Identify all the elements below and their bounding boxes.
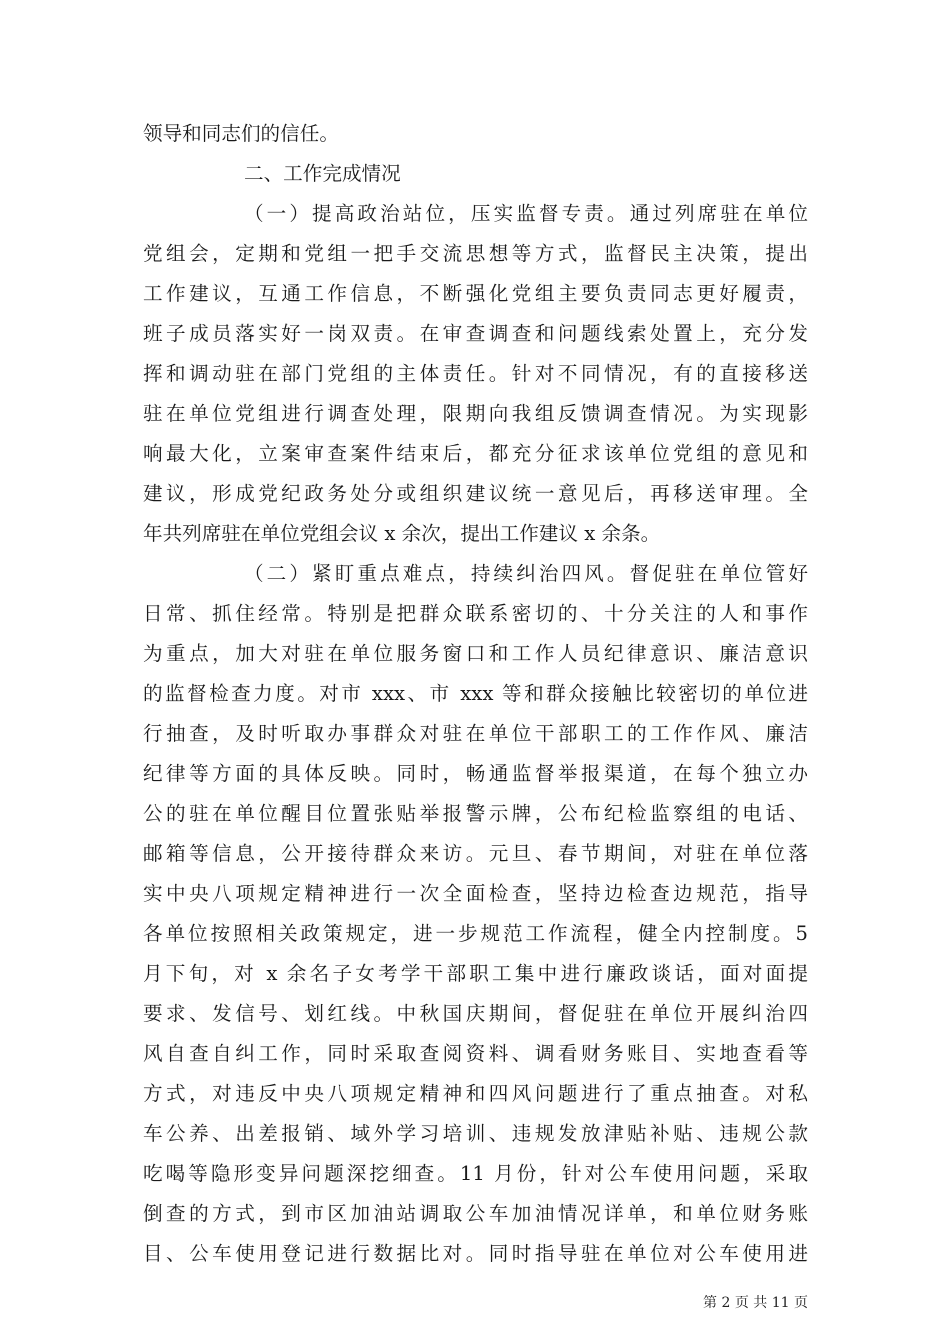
paragraph-2-line-1: （二）紧盯重点难点，持续纠治四风。督促驻在单位管好 bbox=[244, 562, 808, 585]
paragraph-2-line-13: 风自查自纠工作，同时采取查阅资料、调看财务账目、实地查看等 bbox=[143, 1042, 808, 1065]
section-heading: 二、工作完成情况 bbox=[244, 162, 401, 185]
paragraph-2-line-15: 车公养、出差报销、域外学习培训、违规发放津贴补贴、违规公款 bbox=[143, 1122, 808, 1145]
paragraph-1-line-3: 工作建议，互通工作信息，不断强化党组主要负责同志更好履责， bbox=[143, 282, 808, 305]
paragraph-1-line-5: 挥和调动驻在部门党组的主体责任。针对不同情况，有的直接移送 bbox=[143, 362, 808, 385]
paragraph-2-line-3: 为重点，加大对驻在单位服务窗口和工作人员纪律意识、廉洁意识 bbox=[143, 642, 808, 665]
paragraph-2-line-6: 纪律等方面的具体反映。同时，畅通监督举报渠道，在每个独立办 bbox=[143, 762, 808, 785]
paragraph-2-line-10: 各单位按照相关政策规定，进一步规范工作流程，健全内控制度。5 bbox=[143, 922, 808, 945]
paragraph-2-line-2: 日常、抓住经常。特别是把群众联系密切的、十分关注的人和事作 bbox=[143, 602, 808, 625]
paragraph-2-line-17: 倒查的方式，到市区加油站调取公车加油情况详单，和单位财务账 bbox=[143, 1202, 808, 1225]
paragraph-1-line-1: （一）提高政治站位，压实监督专责。通过列席驻在单位 bbox=[244, 202, 808, 225]
paragraph-1-line-9: 年共列席驻在单位党组会议 x 余次，提出工作建议 x 余条。 bbox=[143, 522, 661, 545]
paragraph-2-line-7: 公的驻在单位醒目位置张贴举报警示牌，公布纪检监察组的电话、 bbox=[143, 802, 808, 825]
paragraph-2-line-12: 要求、发信号、划红线。中秋国庆期间，督促驻在单位开展纠治四 bbox=[143, 1002, 808, 1025]
paragraph-1-line-2: 党组会，定期和党组一把手交流思想等方式，监督民主决策，提出 bbox=[143, 242, 808, 265]
paragraph-1-line-4: 班子成员落实好一岗双责。在审查调查和问题线索处置上，充分发 bbox=[143, 322, 808, 345]
paragraph-2-line-14: 方式，对违反中央八项规定精神和四风问题进行了重点抽查。对私 bbox=[143, 1082, 808, 1105]
paragraph-2-line-8: 邮箱等信息，公开接待群众来访。元旦、春节期间，对驻在单位落 bbox=[143, 842, 808, 865]
page-number-footer: 第 2 页 共 11 页 bbox=[703, 1295, 808, 1311]
paragraph-1-line-8: 建议，形成党纪政务处分或组织建议统一意见后，再移送审理。全 bbox=[143, 482, 808, 505]
paragraph-1-line-6: 驻在单位党组进行调查处理，限期向我组反馈调查情况。为实现影 bbox=[143, 402, 808, 425]
paragraph-2-line-16: 吃喝等隐形变异问题深挖细查。11 月份，针对公车使用问题，采取 bbox=[143, 1162, 808, 1185]
paragraph-2-line-18: 目、公车使用登记进行数据比对。同时指导驻在单位对公车使用进 bbox=[143, 1242, 808, 1265]
paragraph-2-line-11: 月下旬，对 x 余名子女考学干部职工集中进行廉政谈话，面对面提 bbox=[143, 962, 808, 985]
paragraph-1-line-7: 响最大化，立案审查案件结束后，都充分征求该单位党组的意见和 bbox=[143, 442, 808, 465]
paragraph-2-line-5: 行抽查，及时听取办事群众对驻在单位干部职工的工作作风、廉洁 bbox=[143, 722, 808, 745]
text-line-1: 领导和同志们的信任。 bbox=[143, 122, 339, 145]
paragraph-2-line-4: 的监督检查力度。对市 xxx、市 xxx 等和群众接触比较密切的单位进 bbox=[143, 682, 808, 705]
paragraph-2-line-9: 实中央八项规定精神进行一次全面检查，坚持边检查边规范，指导 bbox=[143, 882, 808, 905]
